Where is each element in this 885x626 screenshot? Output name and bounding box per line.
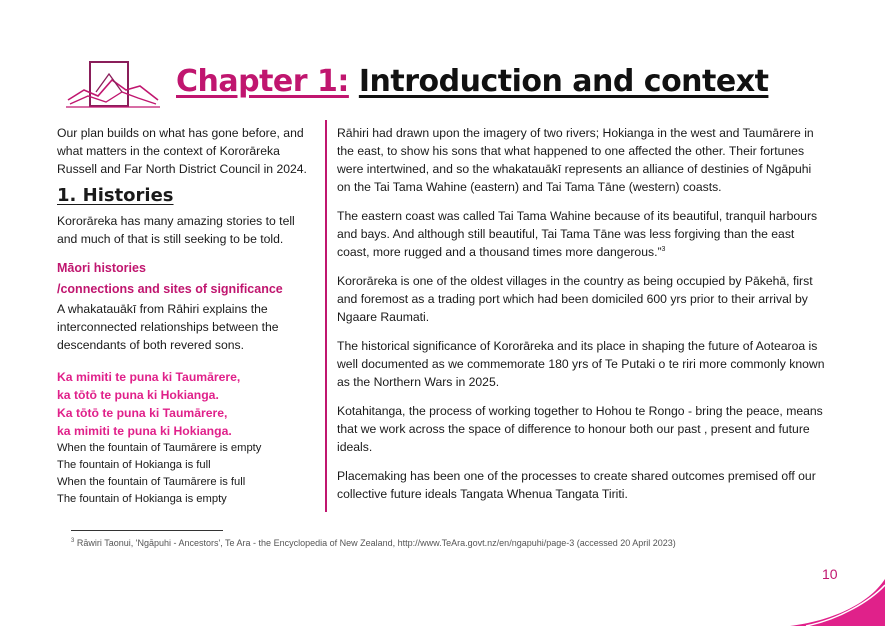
whakatauaki-line: ka mimiti te puna ki Hokianga. (57, 424, 232, 438)
paragraph-eastern-coast-text: The eastern coast was called Tai Tama Wahine because of its beautiful, tranquil harbours and bays. And although still beautiful, Tai Tama Tāne was less forgiving than the east coast, more rugged and a thousand times more dangerous.” (337, 209, 818, 259)
histories-heading: 1. Histories (57, 185, 174, 206)
chapter-name: Introduction and context (358, 64, 769, 99)
whakatauaki-line: Ka mimiti te puna ki Taumārere, (57, 370, 241, 384)
chapter-title (176, 64, 768, 99)
whakatauaki-intro: A whakatauākī from Rāhiri explains the interconnected relationships between the descendants of both revered sons. (57, 302, 279, 352)
footnote (71, 538, 676, 548)
histories-paragraph: Kororāreka has many amazing stories to tell and much of that is still seeking to be told. (57, 214, 295, 246)
footnote-text[interactable]: Rāwiri Taonui, 'Ngāpuhi - Ancestors', Te Ara - the Encyclopedia of New Zealand, http://www.TeAra.govt.nz/en/ngapuhi/page-3 (accessed 20 April 2023) (76, 538, 676, 548)
left-column (57, 124, 312, 508)
right-column (337, 124, 825, 514)
paragraph-rahiri: Rāhiri had drawn upon the imagery of two rivers; Hokianga in the west and Taumārere in the east, to show his sons that what happened to one affected the other. Their fortunes were intertwined, and so the whakatauākī represents an alliance of destinies of Ngāpuhi on the Tai Tama Wahine (eastern) and Tai Tama Tāne (western) coasts. (337, 126, 814, 194)
paragraph-kotahitanga: Kotahitanga, the process of working together to Hohou te Rongo - bring the peace, means that we work across the space of difference to honour both our past , present and future ideals. (337, 404, 823, 454)
page-number: 10 (822, 566, 838, 582)
translation-line: When the fountain of Taumārere is full (57, 476, 246, 488)
column-divider (325, 120, 327, 512)
corner-swoosh-icon (790, 571, 885, 626)
paragraph-eastern-coast (337, 207, 825, 261)
translation-line: The fountain of Hokianga is empty (57, 493, 227, 505)
translation-line: The fountain of Hokianga is full (57, 459, 211, 471)
paragraph-historical-significance: The historical significance of Kororāreka and its place in shaping the future of Aotearoa is well documented as we commemorate 180 yrs of Te Putaki o te riri more commonly known as the Northern Wars in 2025. (337, 339, 825, 389)
intro-paragraph: Our plan builds on what has gone before, and what matters in the context of Kororāreka Russell and Far North District Council in 2024. (57, 126, 307, 176)
translation-line: When the fountain of Taumārere is empty (57, 442, 262, 454)
chapter-number: Chapter 1: (176, 64, 349, 99)
whakatauaki-line: ka tōtō te puna ki Hokianga. (57, 388, 219, 402)
connections-heading: /connections and sites of significance (57, 282, 283, 296)
whakatauaki-line: Ka tōtō te puna ki Taumārere, (57, 406, 228, 420)
maori-histories-heading: Māori histories (57, 261, 146, 275)
paragraph-kororareka: Kororāreka is one of the oldest villages in the country as being occupied by Pākehā, first and foremost as a trading port which had been domiciled 600 yrs prior to their arrival by Ngaare Raumati. (337, 274, 813, 324)
footnote-reference[interactable]: 3 (661, 245, 666, 253)
hills-house-icon (66, 60, 160, 110)
footnote-number: 3 (71, 538, 75, 544)
footnote-rule (71, 530, 223, 531)
paragraph-placemaking: Placemaking has been one of the processes to create shared outcomes premised off our collective future ideals Tangata Whenua Tangata Tiriti. (337, 469, 816, 501)
